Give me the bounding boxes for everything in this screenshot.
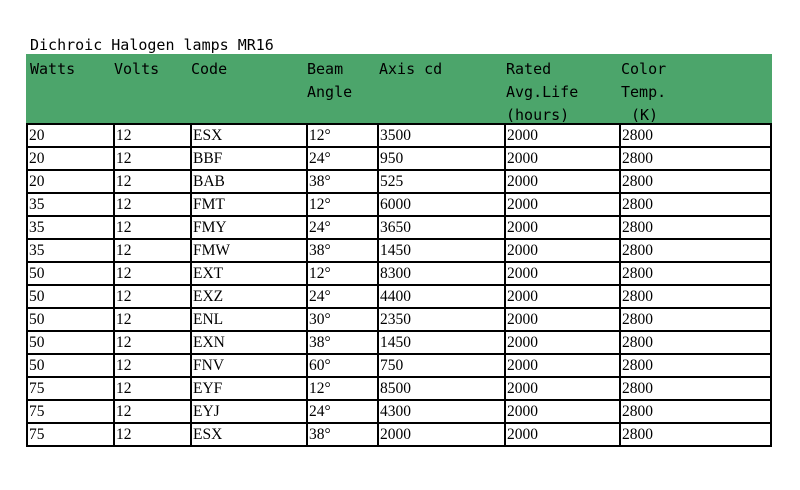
cell-rated-life: 2000 xyxy=(504,171,619,192)
cell-rated-life: 2000 xyxy=(504,286,619,307)
header-volts-line: Volts xyxy=(114,60,160,78)
cell-beam-angle: 38° xyxy=(306,171,377,192)
cell-watts: 50 xyxy=(29,311,45,328)
header-code xyxy=(191,58,227,81)
cell-rated-life: 2000 xyxy=(504,401,619,422)
cell-beam-angle: 38° xyxy=(306,332,377,353)
cell-beam-angle: 30° xyxy=(306,309,377,330)
table-body xyxy=(26,123,772,447)
header-code-line: Code xyxy=(191,60,228,78)
cell-beam-angle: 24° xyxy=(306,148,377,169)
cell-code: EYJ xyxy=(190,401,306,422)
cell-rated-life: 2000 xyxy=(504,263,619,284)
cell-volts: 12 xyxy=(113,217,190,238)
table-row xyxy=(28,332,770,355)
header-temp-line-3: (K) xyxy=(631,106,659,124)
table-row xyxy=(28,148,770,171)
cell-color-temp: 2800 xyxy=(619,332,770,353)
cell-code: EYF xyxy=(190,378,306,399)
header-axis-line: Axis cd xyxy=(379,60,443,78)
cell-code: BAB xyxy=(190,171,306,192)
cell-axis-cd: 2350 xyxy=(377,309,504,330)
cell-beam-angle: 38° xyxy=(306,424,377,445)
header-axis-cd xyxy=(379,58,442,81)
header-life-line-1: Rated xyxy=(506,60,552,78)
cell-axis-cd: 6000 xyxy=(377,194,504,215)
cell-rated-life: 2000 xyxy=(504,355,619,376)
cell-volts: 12 xyxy=(113,401,190,422)
header-watts xyxy=(30,58,75,81)
cell-axis-cd: 8300 xyxy=(377,263,504,284)
table-row xyxy=(28,194,770,217)
table-row xyxy=(28,355,770,378)
cell-watts: 20 xyxy=(29,173,45,190)
cell-color-temp: 2800 xyxy=(619,148,770,169)
cell-axis-cd: 3500 xyxy=(377,125,504,146)
table-row xyxy=(28,309,770,332)
cell-code: FNV xyxy=(190,355,306,376)
table-row xyxy=(28,171,770,194)
cell-beam-angle: 12° xyxy=(306,378,377,399)
cell-code: FMT xyxy=(190,194,306,215)
table-row xyxy=(28,286,770,309)
header-rated-life xyxy=(506,58,578,127)
cell-color-temp: 2800 xyxy=(619,355,770,376)
cell-beam-angle: 12° xyxy=(306,263,377,284)
cell-rated-life: 2000 xyxy=(504,378,619,399)
cell-rated-life: 2000 xyxy=(504,240,619,261)
cell-rated-life: 2000 xyxy=(504,309,619,330)
header-life-line-3: (hours) xyxy=(506,106,570,124)
header-life-line-2: Avg.Life xyxy=(506,83,579,101)
table-header xyxy=(26,54,772,123)
cell-axis-cd: 4400 xyxy=(377,286,504,307)
cell-code: ESX xyxy=(190,125,306,146)
cell-code: BBF xyxy=(190,148,306,169)
table-row xyxy=(28,401,770,424)
table-row xyxy=(28,217,770,240)
cell-rated-life: 2000 xyxy=(504,424,619,445)
cell-volts: 12 xyxy=(113,171,190,192)
cell-volts: 12 xyxy=(113,194,190,215)
cell-volts: 12 xyxy=(113,332,190,353)
table-row xyxy=(28,240,770,263)
cell-axis-cd: 1450 xyxy=(377,332,504,353)
cell-rated-life: 2000 xyxy=(504,217,619,238)
header-beam-line-1: Beam xyxy=(307,60,344,78)
header-beam-line-2: Angle xyxy=(307,83,353,101)
header-beam-angle xyxy=(307,58,352,104)
cell-volts: 12 xyxy=(113,378,190,399)
cell-volts: 12 xyxy=(113,240,190,261)
cell-color-temp: 2800 xyxy=(619,194,770,215)
cell-color-temp: 2800 xyxy=(619,309,770,330)
cell-beam-angle: 24° xyxy=(306,401,377,422)
table-row xyxy=(28,125,770,148)
cell-watts: 20 xyxy=(29,150,45,167)
cell-code: FMW xyxy=(190,240,306,261)
cell-beam-angle: 12° xyxy=(306,125,377,146)
table-row xyxy=(28,263,770,286)
cell-rated-life: 2000 xyxy=(504,332,619,353)
cell-watts: 20 xyxy=(29,127,45,144)
cell-rated-life: 2000 xyxy=(504,125,619,146)
cell-color-temp: 2800 xyxy=(619,240,770,261)
cell-volts: 12 xyxy=(113,148,190,169)
cell-code: FMY xyxy=(190,217,306,238)
lamp-spec-table xyxy=(26,54,772,447)
cell-rated-life: 2000 xyxy=(504,194,619,215)
cell-watts: 75 xyxy=(29,403,45,420)
cell-axis-cd: 950 xyxy=(377,148,504,169)
cell-beam-angle: 60° xyxy=(306,355,377,376)
cell-code: ESX xyxy=(190,424,306,445)
cell-watts: 35 xyxy=(29,242,45,259)
cell-watts: 35 xyxy=(29,196,45,213)
cell-watts: 75 xyxy=(29,380,45,397)
cell-color-temp: 2800 xyxy=(619,401,770,422)
cell-code: EXN xyxy=(190,332,306,353)
cell-beam-angle: 38° xyxy=(306,240,377,261)
header-temp-line-1: Color xyxy=(621,60,667,78)
cell-volts: 12 xyxy=(113,263,190,284)
table-title: Dichroic Halogen lamps MR16 xyxy=(30,36,274,54)
cell-watts: 50 xyxy=(29,288,45,305)
cell-beam-angle: 24° xyxy=(306,286,377,307)
table-row xyxy=(28,378,770,401)
cell-axis-cd: 750 xyxy=(377,355,504,376)
cell-watts: 75 xyxy=(29,426,45,443)
cell-code: ENL xyxy=(190,309,306,330)
cell-code: EXZ xyxy=(190,286,306,307)
cell-axis-cd: 3650 xyxy=(377,217,504,238)
cell-volts: 12 xyxy=(113,355,190,376)
cell-axis-cd: 4300 xyxy=(377,401,504,422)
cell-watts: 50 xyxy=(29,265,45,282)
cell-color-temp: 2800 xyxy=(619,286,770,307)
cell-watts: 50 xyxy=(29,334,45,351)
cell-axis-cd: 8500 xyxy=(377,378,504,399)
table-row xyxy=(28,424,770,447)
cell-color-temp: 2800 xyxy=(619,263,770,284)
cell-color-temp: 2800 xyxy=(619,217,770,238)
cell-volts: 12 xyxy=(113,125,190,146)
cell-axis-cd: 1450 xyxy=(377,240,504,261)
cell-axis-cd: 525 xyxy=(377,171,504,192)
header-volts xyxy=(114,58,159,81)
cell-watts: 35 xyxy=(29,219,45,236)
cell-color-temp: 2800 xyxy=(619,378,770,399)
cell-volts: 12 xyxy=(113,309,190,330)
cell-rated-life: 2000 xyxy=(504,148,619,169)
header-color-temp xyxy=(621,58,666,127)
cell-color-temp: 2800 xyxy=(619,125,770,146)
header-temp-line-2: Temp. xyxy=(621,83,667,101)
cell-volts: 12 xyxy=(113,286,190,307)
cell-beam-angle: 12° xyxy=(306,194,377,215)
header-watts-line: Watts xyxy=(30,60,76,78)
cell-axis-cd: 2000 xyxy=(377,424,504,445)
cell-beam-angle: 24° xyxy=(306,217,377,238)
cell-color-temp: 2800 xyxy=(619,171,770,192)
cell-color-temp: 2800 xyxy=(619,424,770,445)
cell-code: EXT xyxy=(190,263,306,284)
cell-volts: 12 xyxy=(113,424,190,445)
cell-watts: 50 xyxy=(29,357,45,374)
